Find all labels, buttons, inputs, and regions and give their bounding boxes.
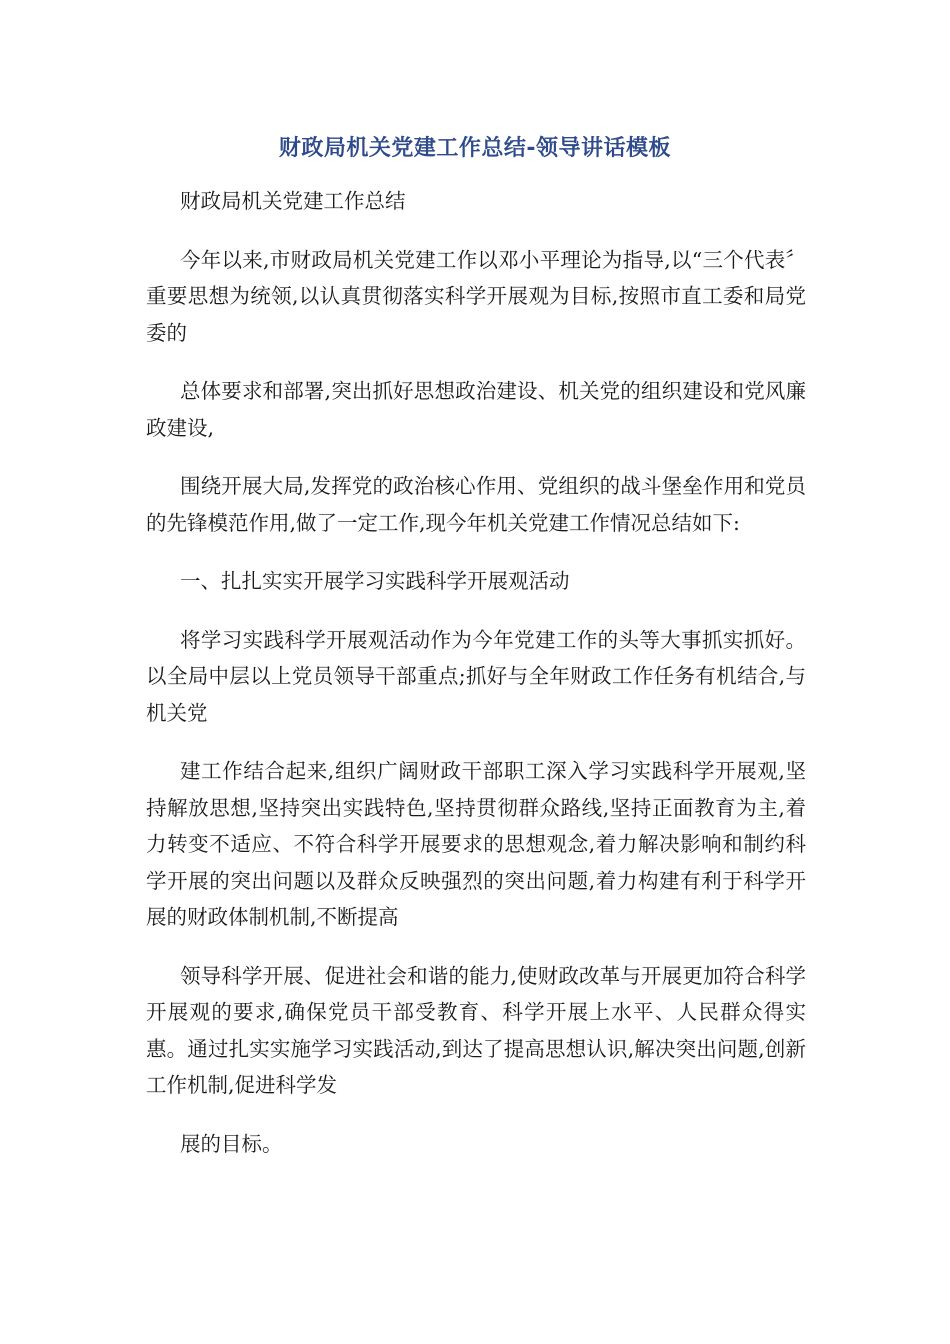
paragraph: 建工作结合起来,组织广阔财政干部职工深入学习实践科学开展观,坚持解放思想,坚持突出实践特色,坚持贯彻群众路线,坚持正面教育为主,着力转变不适应、不符合科学开展要求的思想观念,着力解决影响和制约科学开展的突出问题以及群众反映强烈的突出问题,着力构建有利于科学开展的财政体制机制,不断提高 [146, 759, 806, 929]
document-body [146, 183, 806, 1184]
section-heading: 一、扎扎实实开展学习实践科学开展观活动 [180, 569, 570, 593]
paragraph: 总体要求和部署,突出抓好思想政治建设、机关党的组织建设和党风廉政建设, [146, 379, 806, 440]
document-title: 财政局机关党建工作总结-领导讲话模板 [278, 136, 672, 161]
paragraph: 围绕开展大局,发挥党的政治核心作用、党组织的战斗堡垒作用和党员的先锋模范作用,做了一定工作,现今年机关党建工作情况总结如下: [146, 474, 806, 535]
paragraph: 将学习实践科学开展观活动作为今年党建工作的头等大事抓实抓好。以全局中层以上党员领导干部重点;抓好与全年财政工作任务有机结合,与机关党 [146, 627, 806, 725]
paragraph: 展的目标。 [180, 1131, 283, 1156]
paragraph: 今年以来,市财政局机关党建工作以邓小平理论为指导,以“三个代表〞重要思想为统领,以认真贯彻落实科学开展观为目标,按照市直工委和局党委的 [146, 247, 806, 345]
paragraph-subtitle: 财政局机关党建工作总结 [180, 189, 406, 213]
paragraph: 领导科学开展、促进社会和谐的能力,使财政改革与开展更加符合科学开展观的要求,确保党员干部受教育、科学开展上水平、人民群众得实惠。通过扎实实施学习实践活动,到达了提高思想认识,解决突出问题,创新工作机制,促进科学发 [146, 963, 806, 1097]
